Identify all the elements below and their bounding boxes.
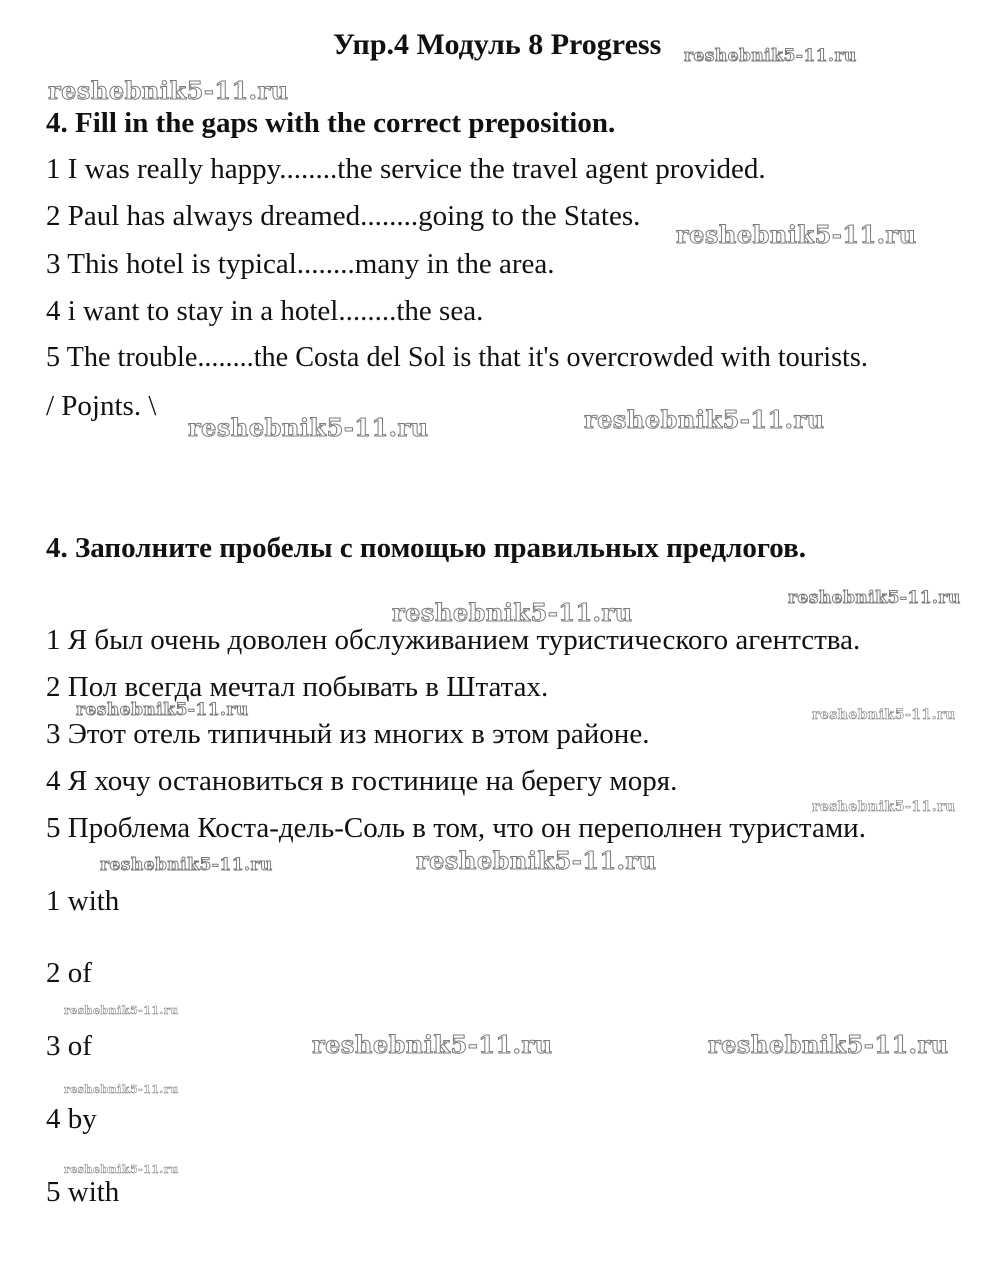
english-item: 4 i want to stay in a hotel........the sea. [46, 295, 484, 327]
watermark: reshebnik5-11.ru [100, 855, 273, 875]
answer-item: 3 of [46, 1030, 92, 1062]
russian-item: 4 Я хочу остановиться в гостинице на берегу моря. [46, 765, 678, 797]
watermark: reshebnik5-11.ru [708, 1030, 949, 1059]
watermark: reshebnik5-11.ru [812, 707, 956, 723]
watermark: reshebnik5-11.ru [812, 799, 956, 815]
answer-item: 4 by [46, 1103, 97, 1135]
answer-item: 5 with [46, 1176, 120, 1208]
watermark: reshebnik5-11.ru [76, 700, 249, 720]
answer-item: 1 with [46, 885, 120, 917]
watermark: reshebnik5-11.ru [416, 846, 657, 875]
english-heading: 4. Fill in the gaps with the correct preposition. [46, 107, 616, 139]
watermark: reshebnik5-11.ru [312, 1030, 553, 1059]
watermark: reshebnik5-11.ru [392, 598, 633, 627]
english-item: 1 I was really happy........the service the travel agent provided. [46, 153, 766, 185]
english-item: 3 This hotel is typical........many in the area. [46, 248, 555, 280]
watermark: reshebnik5-11.ru [188, 413, 429, 442]
russian-item: 3 Этот отель типичный из многих в этом районе. [46, 718, 650, 750]
page-title: Упр.4 Модуль 8 Progress [333, 28, 662, 61]
russian-item: 5 Проблема Коста-дель-Соль в том, что он переполнен туристами. [46, 812, 866, 844]
watermark: reshebnik5-11.ru [676, 220, 917, 249]
russian-item: 1 Я был очень доволен обслуживанием туристического агентства. [46, 624, 861, 656]
watermark: reshebnik5-11.ru [684, 46, 857, 66]
watermark: reshebnik5-11.ru [64, 1083, 179, 1096]
russian-item: 2 Пол всегда мечтал побывать в Штатах. [46, 671, 549, 703]
watermark: reshebnik5-11.ru [48, 76, 289, 105]
watermark: reshebnik5-11.ru [64, 1163, 179, 1176]
watermark: reshebnik5-11.ru [788, 588, 961, 608]
answer-item: 2 of [46, 957, 92, 989]
points-label: / Pojnts. \ [46, 390, 157, 422]
english-item: 2 Paul has always dreamed........going to the States. [46, 200, 641, 232]
watermark: reshebnik5-11.ru [584, 405, 825, 434]
english-item: 5 The trouble........the Costa del Sol is that it's overcrowded with tourists. [46, 342, 868, 373]
watermark: reshebnik5-11.ru [64, 1004, 179, 1017]
russian-heading: 4. Заполните пробелы с помощью правильных предлогов. [46, 532, 806, 564]
